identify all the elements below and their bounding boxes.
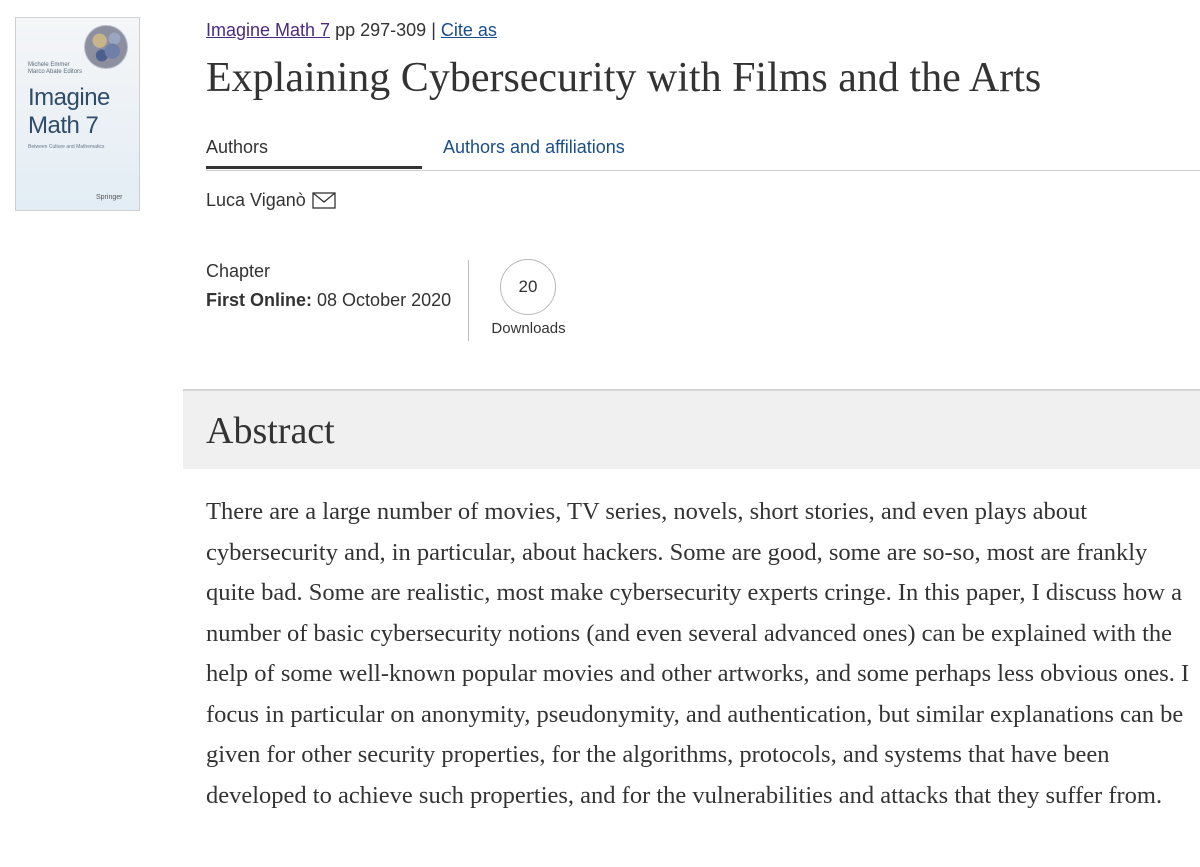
cover-editor-2: Marco Abate Editors	[28, 69, 83, 75]
book-title-link[interactable]: Imagine Math 7	[206, 20, 331, 40]
meta-divider	[468, 260, 469, 341]
first-online	[206, 290, 451, 311]
cover-subtitle: Between Culture and Mathematics	[28, 144, 105, 150]
separator: |	[431, 20, 436, 40]
page-title: Explaining Cybersecurity with Films and the Arts	[206, 55, 1042, 101]
first-online-date: 08 October 2020	[317, 290, 452, 310]
cover-title: Imagine Math 7	[28, 84, 110, 139]
tab-authors[interactable]: Authors	[206, 137, 269, 157]
downloads-label: Downloads	[491, 320, 566, 337]
first-online-label: First Online:	[206, 290, 313, 310]
abstract-section-header[interactable]	[183, 389, 1200, 469]
author-entry	[206, 190, 336, 211]
active-tab-indicator	[206, 166, 422, 169]
cite-as-link[interactable]: Cite as	[440, 20, 497, 40]
book-cover[interactable]	[15, 17, 140, 211]
cover-editors	[28, 62, 82, 76]
cover-artwork	[85, 26, 127, 68]
tab-authors-and-affiliations[interactable]: Authors and affiliations	[443, 137, 625, 157]
content-type: Chapter	[206, 261, 271, 281]
book-reference	[206, 20, 497, 41]
downloads-count: 20	[500, 259, 556, 315]
abstract-text: There are a large number of movies, TV series, novels, short stories, and even plays about cybersecurity and, in particular, about hackers. Some are good, some are so-so, most are frankly quite bad. Some are realistic, most make cybersecurity experts cringe. In this paper, I discuss how a number of basic cybersecurity notions (and even several advanced ones) can be explained with the help of some well-known popular movies and other artworks, and some perhaps less obvious ones. I focus in particular on anonymity, pseudonymity, and authentication, but similar explanations can be given for other security properties, for the algorithms, protocols, and systems that have been developed to achieve such properties, and for the vulnerabilities and attacks that they suffer from.	[206, 498, 1190, 809]
abstract-heading: Abstract	[206, 410, 335, 452]
cover-editor-1: Michele Emmer	[28, 62, 70, 68]
author-name[interactable]: Luca Viganò	[206, 190, 306, 210]
cover-publisher-logo: Springer	[96, 194, 123, 201]
page-range: pp 297-309	[335, 20, 427, 40]
author-tabs	[206, 137, 1200, 171]
mail-icon[interactable]	[312, 192, 336, 209]
